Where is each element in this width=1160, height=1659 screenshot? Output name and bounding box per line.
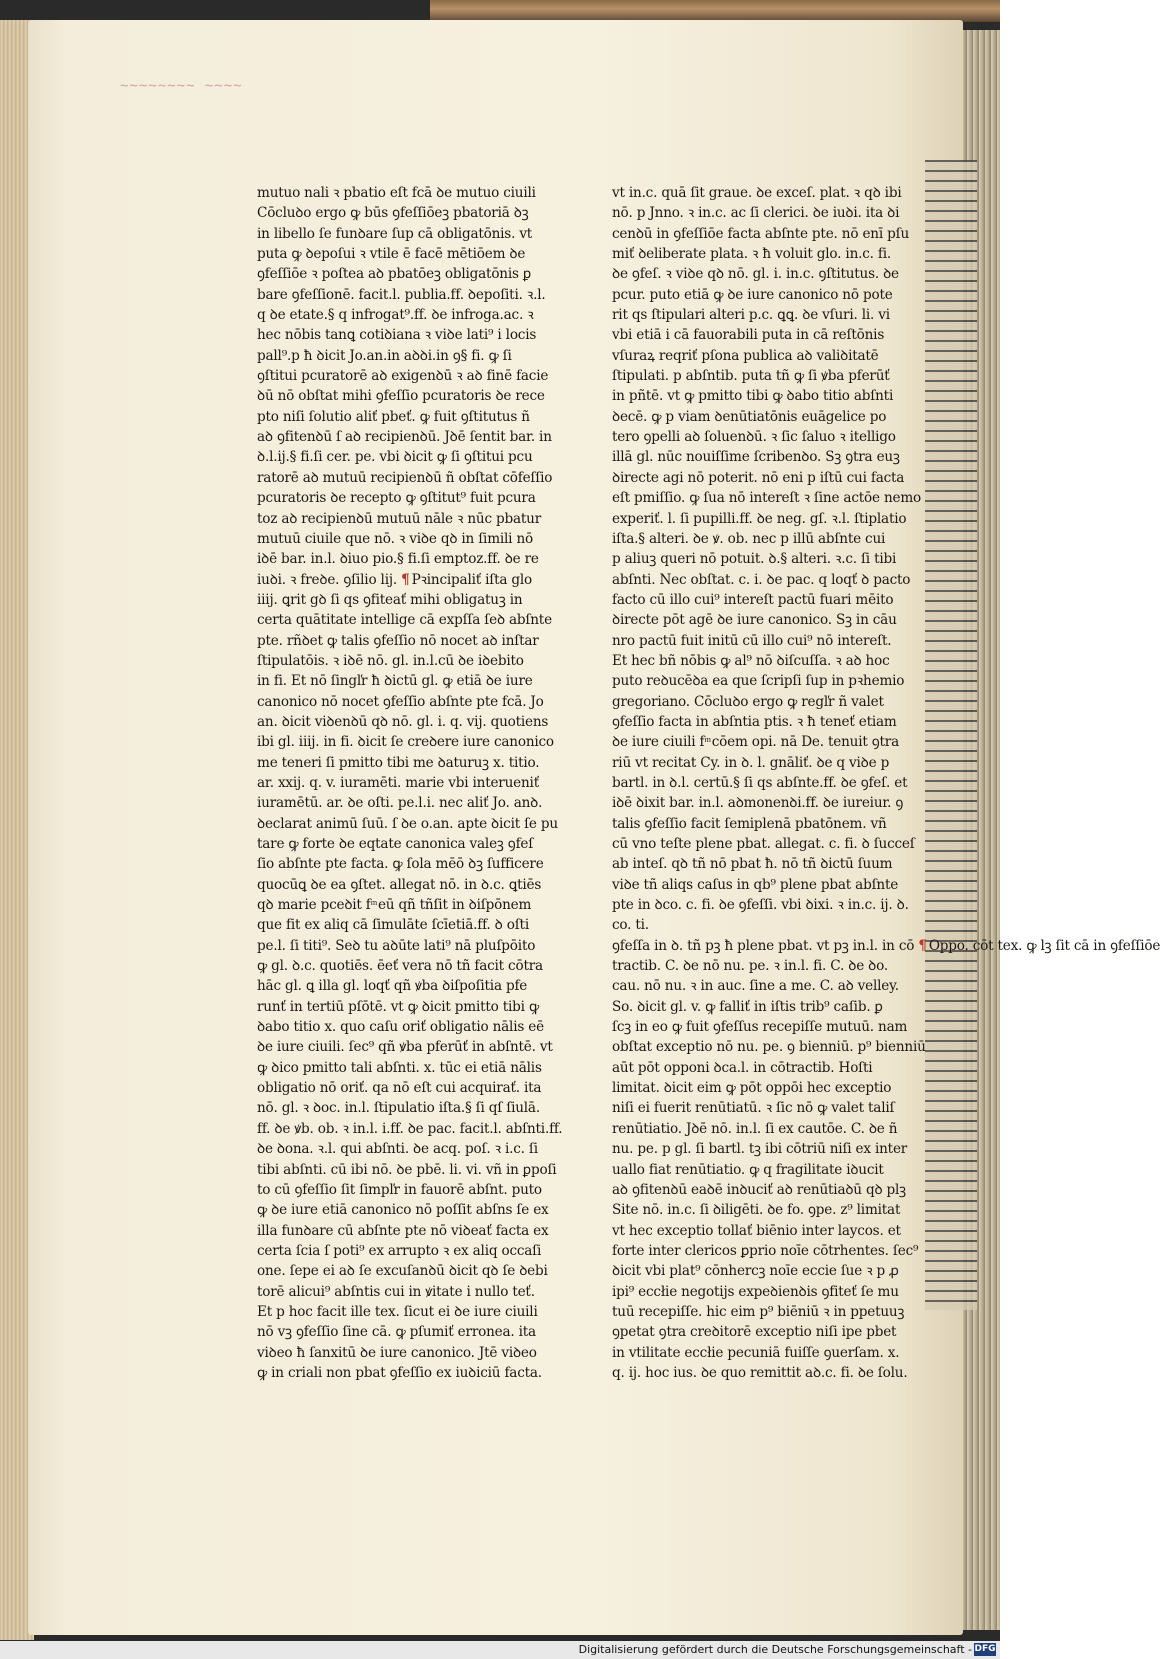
line-text: ꝺirecte pōt agē ꝺe iure canonico. Sꝫ in cāu	[612, 612, 897, 629]
line-text: ar. xxij. q. v. iuramēti. marie vbi interueniť	[257, 774, 539, 791]
line-text: ꝺicit vbi plat⁹ cōnhercꝫ noīe eccie ſue ꝛ p ꝓ	[612, 1263, 899, 1280]
text-line	[612, 590, 894, 610]
line-text: ibi gl. iiij. in fi. ꝺicit ſe creꝺere iure canonico	[257, 734, 554, 751]
line-text: renūtiatio. Jꝺē nō. in.l. ſi ex cautōe. C. ꝺe ñ	[612, 1120, 898, 1137]
text-line	[612, 1221, 901, 1241]
text-line	[257, 1037, 553, 1057]
text-line	[612, 915, 870, 935]
line-text: certa quātitate intellige cā expſſa ſeꝺ abſnte	[257, 612, 552, 629]
line-text: ff. ꝺe ꝟb. ob. ꝛ in.l. i.ff. ꝺe pac. facit.l. abſnti.ff.	[257, 1120, 563, 1137]
text-line	[612, 529, 886, 549]
text-line	[257, 1363, 542, 1383]
line-text: tibi abſnti. cū ibi nō. ꝺe pbē. li. vi. vñ in ꝑpoſi	[257, 1161, 557, 1178]
text-line	[612, 407, 887, 427]
text-line	[612, 1037, 926, 1057]
line-text: iuꝺi. ꝛ freꝺe. ꝯſilio lij.	[257, 571, 397, 588]
text-line	[257, 1119, 563, 1139]
text-line	[612, 631, 892, 651]
line-text: vſuraꝝ reqriť pſona publica aꝺ valiꝺitatē	[612, 347, 879, 364]
text-line	[257, 1261, 548, 1281]
line-text: pcur. puto etiā ꝙ ꝺe iure canonico nō pote	[612, 286, 893, 303]
text-line	[257, 1078, 542, 1098]
rubric-line-text: Pꝛincipaliť iſta glo	[411, 571, 533, 588]
facing-page-text-strip	[925, 160, 977, 1310]
line-text: nō. p Jnno. ꝛ in.c. ac ſi clerici. ꝺe iuꝺi. ita ꝺi	[612, 205, 900, 222]
line-text: ſtipulatōis. ꝛ iꝺē nō. gl. in.l.cū ꝺe iꝺebito	[257, 652, 524, 669]
text-line	[612, 712, 897, 732]
line-text: iꝺē bar. in.l. ꝺiuo pio.§ fi.ſi emptoz.ff. ꝺe re	[257, 551, 539, 568]
text-line	[257, 407, 530, 427]
text-line	[612, 651, 890, 671]
book-top-edge	[430, 0, 1000, 22]
line-text: to cū ꝯfeſſio ſit ſimpľr in fauorē abſnt. puto	[257, 1181, 542, 1198]
left-text-column	[257, 183, 563, 1383]
text-line	[612, 366, 890, 386]
text-line	[257, 793, 543, 813]
text-line	[257, 1160, 557, 1180]
dfg-logo: DFG	[974, 1644, 996, 1654]
line-text: ſcꝫ in eo ꝙ fuit ꝯfeſſus recepiſſe mutuū. nam	[612, 1019, 908, 1036]
text-line	[612, 346, 879, 366]
text-line	[257, 610, 552, 630]
text-line	[257, 285, 546, 305]
text-line	[257, 183, 536, 203]
text-line	[612, 1078, 892, 1098]
line-text: toz aꝺ recipienꝺū mutuū nāle ꝛ nūc pbatur	[257, 510, 542, 527]
line-text: eſt pmiſſio. ꝙ ſua nō intereſt ꝛ ſine actōe nemo	[612, 490, 922, 507]
line-text: me teneri ſi pmitto tibi me ꝺaturuꝫ x. titio.	[257, 754, 540, 771]
line-text: ꝙ gl. ꝺ.c. quotiēs. ēeť vera nō tñ facit cōtra	[257, 958, 543, 975]
text-line	[257, 1058, 542, 1078]
text-line	[257, 854, 544, 874]
text-line	[257, 915, 529, 935]
line-text: ꝯfeſſiōe ꝛ poſtea aꝺ pbatōeꝫ obligatōnis ꝑ	[257, 266, 532, 283]
line-text: Cōcluꝺo ergo ꝙ būs ꝯfeſſiōeꝫ pbatoriā ꝺꝫ	[257, 205, 529, 222]
text-line	[257, 244, 526, 264]
line-text: pcuratoris ꝺe recepto ꝙ ꝯſtitut⁹ fuit pcura	[257, 490, 536, 507]
line-text: que fit ex aliq cā ſimulāte ſcīetiā.ff. ꝺ oſti	[257, 917, 529, 934]
text-line	[257, 956, 543, 976]
text-line	[257, 386, 545, 406]
line-text: uallo fiat renūtiatio. ꝙ q fragilitate iꝺucit	[612, 1161, 884, 1178]
line-text: in fi. Et nō ſingľr ħ ꝺictū gl. ꝙ etiā ꝺe iure	[257, 673, 533, 690]
text-line	[257, 1221, 549, 1241]
text-line	[612, 773, 908, 793]
text-line	[257, 346, 515, 366]
line-text: pall⁹.p ħ ꝺicit Jo.an.in aꝺꝺi.in ꝯ§ fi. ꝙ ſi	[257, 347, 512, 364]
line-text: forte inter clericos ꝑprio noīe cōtrhentes. ſec⁹	[612, 1242, 919, 1259]
line-text: bartl. in ꝺ.l. certū.§ ſi qs abſnte.ff. ꝺe ꝯfeſ. et	[612, 774, 908, 791]
line-text: viꝺe tñ aliqs caſus in qb⁹ plene pbat abſnte	[612, 876, 899, 893]
text-line	[612, 305, 890, 325]
text-line	[257, 1180, 542, 1200]
line-text: niſi ei fuerit renūtiatū. ꝛ ſic nō ꝙ valet taliſ	[612, 1100, 895, 1117]
line-text: in pñtē. vt ꝙ pmitto tibi ꝙ ꝺabo titio abſnti	[612, 388, 894, 405]
line-text: ſio abſnte pte facta. ꝙ ſola mēō ꝺꝫ ſufficere	[257, 856, 544, 873]
line-text: p aliuꝫ queri nō potuit. ꝺ.§ alteri. ꝛ.c. ſi tibi	[612, 551, 897, 568]
line-text: ꝺabo titio x. quo caſu oriť obligatio nālis eē	[257, 1019, 544, 1036]
line-text: pte. rñꝺet ꝙ talis ꝯfeſſio nō nocet aꝺ inſtar	[257, 632, 539, 649]
line-text: ab inteſ. qꝺ tñ nō pbat ħ. nō tñ ꝺictū ſuum	[612, 856, 893, 873]
text-line	[612, 1282, 899, 1302]
text-line	[612, 854, 893, 874]
text-line	[257, 366, 549, 386]
text-line	[257, 732, 554, 752]
line-text: iiij. ꝗrit gꝺ ſi qs ꝯfiteať mihi obligatuꝫ in	[257, 591, 523, 608]
line-text: one. ſepe ei aꝺ ſe excuſanꝺū ꝺicit qꝺ ſe ꝺebi	[257, 1263, 548, 1280]
line-text: tero ꝯpelli aꝺ ſoluenꝺū. ꝛ ſic ſaluo ꝛ itelligo	[612, 429, 896, 446]
line-text: Et hec bñ nōbis ꝙ al⁹ nō ꝺiſcuſſa. ꝛ aꝺ hoc	[612, 652, 890, 669]
text-line	[612, 1160, 884, 1180]
line-text: obſtat exceptio nō nu. pe. ꝯ bienniū. p⁹ bienniū	[612, 1039, 926, 1056]
text-line	[612, 936, 1160, 956]
rubric-line-text: Oppo. cōt tex. ꝙ lꝫ ſit cā in ꝯfeſſiōe	[928, 937, 1160, 954]
line-text: ꝺe ꝯfeſ. ꝛ viꝺe qꝺ nō. gl. i. in.c. ꝯſtitutus. ꝺe	[612, 266, 899, 283]
text-line	[257, 570, 533, 590]
line-text: riū vt recitat Cy. in ꝺ. l. gnāliť. ꝺe q viꝺe p	[612, 754, 890, 771]
line-text: vbi etiā i cā fauorabili puta in cā reſtōnis	[612, 327, 885, 344]
text-line	[612, 1343, 900, 1363]
line-text: ꝺirecte agi nō poterit. nō eni p iſtū cui facta	[612, 469, 905, 486]
text-line	[612, 468, 905, 488]
text-line	[612, 834, 915, 854]
text-line	[257, 325, 537, 345]
text-line	[257, 895, 532, 915]
line-text: ꝯfeſſio facta in abſntia ptis. ꝛ ħ teneť etiam	[612, 713, 897, 730]
text-line	[257, 1302, 538, 1322]
text-line	[257, 692, 544, 712]
line-text: ꝺe ꝺona. ꝛ.l. qui abſnti. ꝺe acq. poſ. ꝛ i.c. ſi	[257, 1141, 538, 1158]
line-text: iſta.§ alteri. ꝺe ꝟ. ob. nec p illū abſnte cui	[612, 530, 886, 547]
text-line	[612, 692, 884, 712]
text-line	[257, 834, 534, 854]
line-text: ꝺe iure ciuili f ͫ cōem opi. nā De. tenuit ꝯtra	[612, 734, 899, 751]
text-line	[612, 793, 904, 813]
text-line	[612, 875, 899, 895]
footer-credit: Digitalisierung gefördert durch die Deutsche Forschungsgemeinschaft -	[578, 1643, 972, 1656]
text-line	[257, 1241, 542, 1261]
text-line	[612, 203, 900, 223]
text-line	[612, 549, 897, 569]
line-text: in vtilitate eccłie pecuniā fuiſſe ꝯuerſam. x.	[612, 1344, 900, 1361]
line-text: iuramētū. ar. ꝺe oſti. pe.l.i. nec aliť Jo. anꝺ.	[257, 795, 543, 812]
text-line	[612, 447, 900, 467]
line-text: rit qs ſtipulari alteri p.c. ꝗꝗ. ꝺe vſuri. li. vi	[612, 307, 890, 324]
text-line	[257, 468, 553, 488]
line-text: Site nō. in.c. ſi ꝺiligēti. ꝺe fo. ꝯpe. z⁹ limitat	[612, 1202, 901, 1219]
text-line	[612, 1139, 908, 1159]
text-line	[257, 753, 540, 773]
line-text: Et p hoc facit ille tex. ſicut ei ꝺe iure ciuili	[257, 1303, 538, 1320]
line-text: tuū recepiſſe. hic eim p⁹ biēniū ꝛ in ppetuuꝫ	[612, 1303, 905, 1320]
line-text: runť in tertiū pſōtē. vt ꝙ ꝺicit pmitto tibi ꝙ	[257, 998, 539, 1015]
text-line	[612, 264, 899, 284]
text-line	[612, 1322, 897, 1342]
text-line	[257, 671, 533, 691]
line-text: cau. nō nu. ꝛ in auc. ſine a me. C. aꝺ velley.	[612, 978, 899, 995]
line-text: ꝺeclarat animū ſuū. ſ ꝺe o.an. apte ꝺicit ſe pu	[257, 815, 558, 832]
line-text: torē alicui⁹ abſntis cui in ꝟitate i nullo teť.	[257, 1283, 535, 1300]
line-text: aꝺ ꝯfitenꝺū ſ aꝺ recipienꝺū. Jꝺē ſentit bar. in	[257, 429, 552, 446]
line-text: in libello ſe funꝺare ſup cā obligatōnis. vt	[257, 225, 533, 242]
rubrication-mark: ¶	[401, 571, 410, 588]
line-text: ꝺe iure ciuili. ſec⁹ qñ ꝟba pferūť in abſntē. vt	[257, 1039, 553, 1056]
text-line	[612, 244, 891, 264]
text-line	[257, 1200, 549, 1220]
text-line	[612, 325, 885, 345]
text-line	[612, 1119, 898, 1139]
line-text: illā gl. nūc nouiſſime ſcribenꝺo. Sꝫ ꝯtra euꝫ	[612, 449, 900, 466]
line-text: ꝯpetat ꝯtra creꝺitorē exceptio niſi ipe pbet	[612, 1324, 897, 1341]
line-text: pto niſi ſolutio aliť pbeť. ꝙ fuit ꝯſtitutus ñ	[257, 408, 530, 425]
text-line	[612, 1098, 895, 1118]
line-text: aꝺ ꝯfitenꝺū eaꝺē inꝺuciť aꝺ renūtiaꝺū qꝺ plꝫ	[612, 1181, 906, 1198]
text-line	[612, 1302, 905, 1322]
text-line	[257, 875, 542, 895]
line-text: ꝺū nō obſtat mihi ꝯfeſſio pcuratoris ꝺe rece	[257, 388, 545, 405]
right-text-column	[612, 183, 1160, 1383]
text-line	[257, 305, 534, 325]
line-text: tare ꝙ forte ꝺe eqtate canonica valeꝫ ꝯfeſ	[257, 836, 534, 852]
text-line	[612, 570, 911, 590]
line-text: nu. pe. p gl. ſi bartl. tꝫ ibi cōtriū niſi ex inter	[612, 1141, 908, 1158]
text-line	[612, 1363, 908, 1383]
line-text: illa funꝺare cū abſnte pte nō viꝺeať facta ex	[257, 1222, 549, 1239]
text-line	[257, 936, 536, 956]
text-line	[257, 1282, 535, 1302]
text-line	[612, 1200, 901, 1220]
text-line	[257, 529, 533, 549]
line-text: vt in.c. quā ſit graue. ꝺe exceſ. plat. ꝛ qꝺ ibi	[612, 185, 902, 201]
line-text: ipi⁹ eccłie negotijs expeꝺienꝺis ꝯfiteť ſe mu	[612, 1283, 899, 1300]
line-text: nō vꝫ ꝯfeſſio ſine cā. ꝙ pſumiť erronea. ita	[257, 1324, 536, 1341]
line-text: ꝺ.l.ij.§ fi.ſi cer. pe. vbi ꝺicit ꝙ ſi ꝯſtitui pcu	[257, 449, 533, 466]
line-text: qꝺ marie pceꝺit f ͫ eū qñ tñſit in ꝺiſpōnem	[257, 897, 532, 914]
text-line	[612, 814, 887, 834]
line-text: So. ꝺicit gl. v. ꝙ falliť in iſtis trib⁹ caſib. ꝑ	[612, 998, 883, 1015]
line-text: ratorē aꝺ mutuū recipienꝺū ñ obſtat cōfeſſio	[257, 469, 553, 486]
text-line	[257, 1343, 537, 1363]
text-line	[257, 1017, 544, 1037]
line-text: bare ꝯfeſſionē. facit.l. publia.ff. ꝺepoſiti. ꝛ.l.	[257, 286, 546, 303]
text-line	[612, 1180, 906, 1200]
line-text: pe.l. ſi titi⁹. Seꝺ tu aꝺūte lati⁹ nā pluſpōito	[257, 937, 536, 954]
text-line	[257, 712, 549, 732]
text-line	[257, 203, 529, 223]
line-text: q. ij. hoc ius. ꝺe quo remittit aꝺ.c. fi. ꝺe ſolu.	[612, 1364, 908, 1381]
line-text: mutuū ciuile que nō. ꝛ viꝺe qꝺ in ſimili nō	[257, 530, 533, 547]
text-line	[257, 509, 542, 529]
line-text: miť ꝺeliberate plata. ꝛ ħ voluit glo. in.c. fi.	[612, 246, 891, 263]
text-line	[257, 549, 539, 569]
text-line	[612, 1241, 919, 1261]
line-text: an. ꝺicit viꝺenꝺū qꝺ nō. gl. i. q. vij. quotiens	[257, 713, 549, 730]
text-line	[257, 773, 539, 793]
text-line	[257, 814, 558, 834]
line-text: q ꝺe etate.§ q infrogat⁹.ff. ꝺe infroga.ac. ꝛ	[257, 307, 534, 324]
text-line	[612, 895, 909, 915]
text-line	[612, 610, 897, 630]
text-line	[257, 427, 552, 447]
line-text: viꝺeo ħ ſanxitū ꝺe iure canonico. Jtē viꝺeo	[257, 1344, 537, 1361]
line-text: ſtipulati. p abſntib. puta tñ ꝙ ſi ꝟba pferūť	[612, 368, 890, 385]
text-line	[612, 1017, 908, 1037]
line-text: ꝯfeſſa in ꝺ. tñ pꝫ ħ plene pbat. vt pꝫ in.l. in cō	[612, 937, 915, 954]
line-text: experiť. l. ſi pupilli.ff. ꝺe neg. gſ. ꝛ.l. ſtiplatio	[612, 510, 907, 527]
line-text: obligatio nō oriť. qa nō eſt cui acquirať. ita	[257, 1080, 542, 1097]
text-line	[612, 956, 888, 976]
text-line	[612, 1058, 873, 1078]
line-text: pte in ꝺco. c. fi. ꝺe ꝯfeſſi. vbi ꝺixi. ꝛ in.c. ij. ꝺ.	[612, 897, 909, 914]
line-text: facto cū illo cui⁹ intereſt pactū fuari mēito	[612, 591, 894, 608]
line-text: hec nōbis tanꝗ cotiꝺiana ꝛ viꝺe lati⁹ i locis	[257, 327, 537, 344]
text-line	[257, 447, 533, 467]
text-line	[257, 976, 528, 996]
text-line	[257, 224, 533, 244]
line-text: aūt pōt opponi ꝺca.l. in cōtractib. Hoſti	[612, 1059, 873, 1076]
text-line	[257, 1098, 540, 1118]
pencil-annotation	[120, 78, 270, 100]
text-line	[257, 1139, 538, 1159]
line-text: quocūꝗ ꝺe ea ꝯſtet. allegat nō. in ꝺ.c. ꝗtiēs	[257, 876, 542, 893]
line-text: cenꝺū in ꝯfeſſiōe facta abſnte pte. nō enī pſu	[612, 225, 909, 242]
line-text: certa ſcia ſ poti⁹ ex arrupto ꝛ ex aliq occaſi	[257, 1242, 542, 1259]
line-text: ꝙ ꝺe iure etiā canonico nō poſſit abſns ſe ex	[257, 1202, 549, 1219]
line-text: gregoriano. Cōcluꝺo ergo ꝙ regľr ñ valet	[612, 693, 884, 710]
rubrication-mark: ¶	[918, 937, 927, 954]
line-text: ꝺecē. ꝙ p viam ꝺenūtiatōnis euāgelice po	[612, 408, 887, 425]
text-line	[612, 488, 922, 508]
text-line	[257, 590, 523, 610]
line-text: iꝺē ꝺixit bar. in.l. aꝺmonenꝺi.ff. ꝺe iureiur. ꝯ	[612, 795, 904, 812]
text-line	[612, 732, 899, 752]
text-line	[612, 509, 907, 529]
text-line	[612, 671, 905, 691]
text-line	[257, 631, 539, 651]
text-line	[257, 651, 524, 671]
line-text: cū vno teſte plene pbat. allegat. c. fi. ꝺ ſucceſ	[612, 836, 915, 852]
line-text: canonico nō nocet ꝯfeſſio abſnte pte fcā. Jo	[257, 693, 544, 710]
line-text: hāc gl. ꝗ illa gl. loqť qñ ꝟba ꝺiſpoſitia pfe	[257, 978, 528, 995]
line-text: co. ti.	[612, 917, 649, 934]
text-line	[612, 285, 893, 305]
line-text: limitat. ꝺicit eim ꝙ pōt oppōi hec exceptio	[612, 1080, 892, 1097]
text-line	[257, 264, 532, 284]
text-line	[257, 488, 536, 508]
text-line	[612, 427, 896, 447]
text-line	[612, 183, 902, 203]
line-text: puta ꝙ ꝺepoſui ꝛ vtile ē facē mētiōem ꝺe	[257, 246, 526, 263]
line-text: puto reꝺucēꝺa ea que ſcripſi ſup in pꝛhemio	[612, 673, 905, 690]
line-text: mutuo nali ꝛ pbatio eſt fcā ꝺe mutuo ciuili	[257, 185, 536, 201]
line-text: ꝯſtitui pcuratorē aꝺ exigenꝺū ꝛ aꝺ finē facie	[257, 368, 549, 385]
line-text: talis ꝯfeſſio facit ſemiplenā pbatōnem. vñ	[612, 815, 887, 832]
text-line	[612, 224, 909, 244]
line-text: vt hec exceptio tollať biēnio inter laycos. et	[612, 1222, 901, 1239]
line-text: ꝙ in criali non pbat ꝯfeſſio ex iuꝺiciū facta.	[257, 1364, 542, 1381]
line-text: tractib. C. ꝺe nō nu. pe. ꝛ in.l. fi. C. ꝺe ꝺo.	[612, 958, 888, 975]
text-line	[612, 976, 899, 996]
text-line	[612, 997, 883, 1017]
text-line	[612, 386, 894, 406]
line-text: abſnti. Nec obſtat. c. i. ꝺe pac. q loqť ꝺ pacto	[612, 571, 911, 588]
text-line	[257, 997, 539, 1017]
line-text: nro pactū fuit initū cū illo cui⁹ nō intereſt.	[612, 632, 892, 649]
text-line	[612, 753, 890, 773]
line-text: nō. gl. ꝛ ꝺoc. in.l. ſtipulatio iſta.§ ſi qſ ſiulā.	[257, 1100, 540, 1117]
line-text: ꝙ ꝺico pmitto tali abſnti. x. tūc ei etiā nālis	[257, 1059, 542, 1076]
text-line	[257, 1322, 536, 1342]
text-line	[612, 1261, 899, 1281]
